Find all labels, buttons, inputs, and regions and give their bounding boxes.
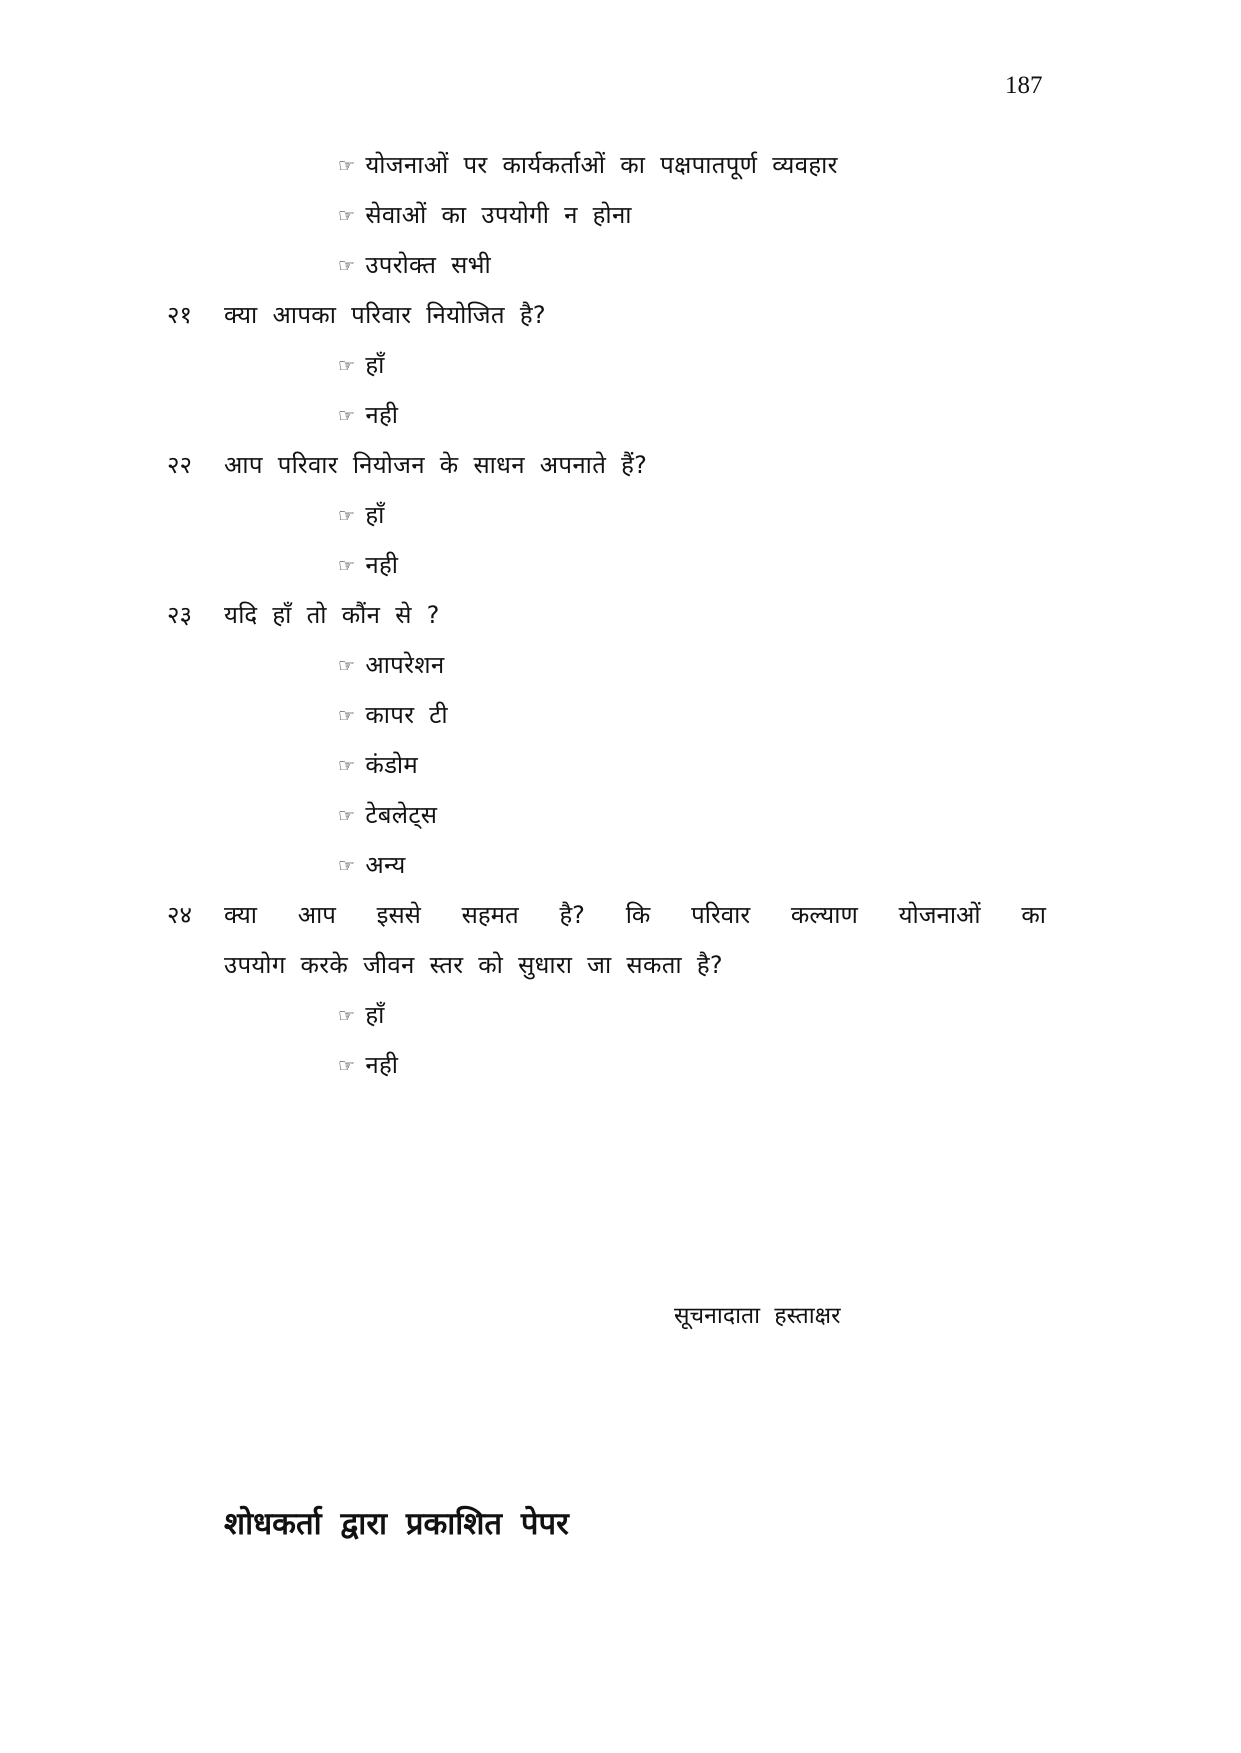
question-text: क्या आप इससे सहमत है? कि परिवार कल्याण योजनाओं का (224, 901, 1046, 929)
option-item (338, 348, 385, 381)
option-label: योजनाओं पर कार्यकर्ताओं का पक्षपातपूर्ण व्यवहार (365, 151, 838, 179)
pointing-hand-icon: ☞ (338, 405, 356, 427)
pointing-hand-icon: ☞ (338, 205, 356, 227)
pointing-hand-icon: ☞ (338, 355, 356, 377)
question-number: २२ (167, 451, 192, 479)
option-label: टेबलेट्स (365, 801, 438, 829)
signature-label: सूचनादाता हस्ताक्षर (674, 1303, 841, 1329)
option-label: हाँ (365, 351, 385, 379)
pointing-hand-icon: ☞ (338, 1055, 356, 1077)
pointing-hand-icon: ☞ (338, 805, 356, 827)
option-label: कापर टी (365, 701, 448, 729)
pointing-hand-icon: ☞ (338, 155, 356, 177)
option-item (338, 798, 437, 831)
pointing-hand-icon: ☞ (338, 705, 356, 727)
question-number: २३ (167, 601, 192, 629)
option-label: नही (365, 401, 399, 429)
pointing-hand-icon: ☞ (338, 655, 356, 677)
question-text: यदि हाँ तो कौंन से ? (224, 601, 440, 629)
option-item (338, 648, 444, 681)
option-label: आपरेशन (365, 651, 445, 679)
pointing-hand-icon: ☞ (338, 855, 356, 877)
option-label: उपरोक्त सभी (365, 251, 492, 279)
option-item (338, 848, 406, 881)
option-item (338, 398, 398, 431)
option-item (338, 248, 491, 281)
option-label: सेवाओं का उपयोगी न होना (365, 201, 632, 229)
option-item (338, 198, 632, 231)
page-number: 187 (1005, 72, 1043, 99)
option-label: हाँ (365, 501, 385, 529)
question-number: २१ (167, 301, 192, 329)
option-label: नही (365, 1051, 399, 1079)
option-item (338, 498, 385, 531)
pointing-hand-icon: ☞ (338, 755, 356, 777)
pointing-hand-icon: ☞ (338, 555, 356, 577)
option-item (338, 698, 448, 731)
question-text: क्या आपका परिवार नियोजित है? (224, 301, 546, 329)
option-label: कंडोम (365, 751, 419, 779)
section-heading: शोधकर्ता द्वारा प्रकाशित पेपर (224, 1506, 569, 1542)
option-item (338, 748, 418, 781)
pointing-hand-icon: ☞ (338, 1005, 356, 1027)
option-item (338, 148, 838, 181)
pointing-hand-icon: ☞ (338, 505, 356, 527)
option-label: हाँ (365, 1001, 385, 1029)
option-label: अन्य (365, 851, 406, 879)
question-text: आप परिवार नियोजन के साधन अपनाते हैं? (224, 451, 648, 479)
pointing-hand-icon: ☞ (338, 255, 356, 277)
question-text-continued: उपयोग करके जीवन स्तर को सुधारा जा सकता है? (224, 951, 723, 979)
option-item (338, 548, 398, 581)
option-label: नही (365, 551, 399, 579)
question-number: २४ (167, 901, 192, 929)
option-item (338, 1048, 398, 1081)
option-item (338, 998, 385, 1031)
